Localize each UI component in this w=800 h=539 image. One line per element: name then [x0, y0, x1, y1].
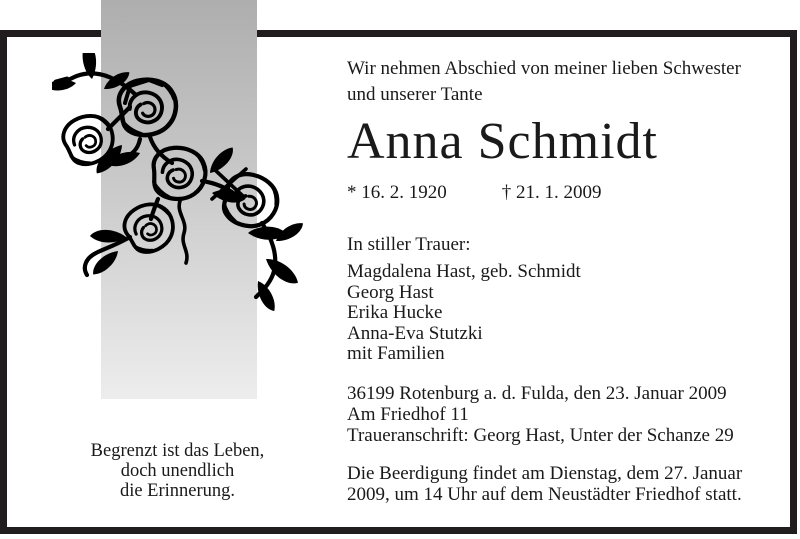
funeral-info — [347, 463, 792, 505]
funeral-line-2: 2009, um 14 Uhr auf dem Neustädter Friedhof statt. — [347, 483, 742, 505]
mourner-item: mit Familien — [347, 343, 445, 364]
address-line: Traueranschrift: Georg Hast, Unter der Schanze 29 — [347, 424, 734, 446]
mourners-list — [347, 262, 792, 365]
address-block — [347, 383, 792, 446]
funeral-line-1: Die Beerdigung findet am Dienstag, dem 27. Januar — [347, 462, 743, 484]
deceased-name: Anna Schmidt — [347, 113, 658, 170]
roses-icon — [52, 53, 308, 311]
life-dates — [347, 182, 792, 204]
quote-line-3: die Erinnerung. — [119, 481, 236, 501]
intro-line-2: und unserer Tante — [347, 84, 483, 105]
intro-text — [347, 56, 792, 108]
memorial-quote — [80, 441, 275, 501]
mourner-item: Georg Hast — [347, 281, 434, 303]
quote-line-1: Begrenzt ist das Leben, — [90, 441, 265, 461]
address-line: Am Friedhof 11 — [347, 403, 469, 425]
notice-text-column — [347, 56, 792, 505]
mourning-header: In stiller Trauer: — [347, 234, 471, 255]
address-line: 36199 Rotenburg a. d. Fulda, den 23. Januar 2009 — [347, 382, 727, 404]
quote-line-2: doch unendlich — [120, 461, 235, 481]
death-date: † 21. 1. 2009 — [501, 182, 602, 203]
mourner-item: Erika Hucke — [347, 302, 443, 323]
mourner-item: Anna-Eva Stutzki — [347, 322, 483, 344]
mourner-item: Magdalena Hast, geb. Schmidt — [347, 261, 581, 282]
birth-date: * 16. 2. 1920 — [347, 182, 447, 203]
intro-line-1: Wir nehmen Abschied von meiner lieben Schwester — [347, 58, 741, 79]
